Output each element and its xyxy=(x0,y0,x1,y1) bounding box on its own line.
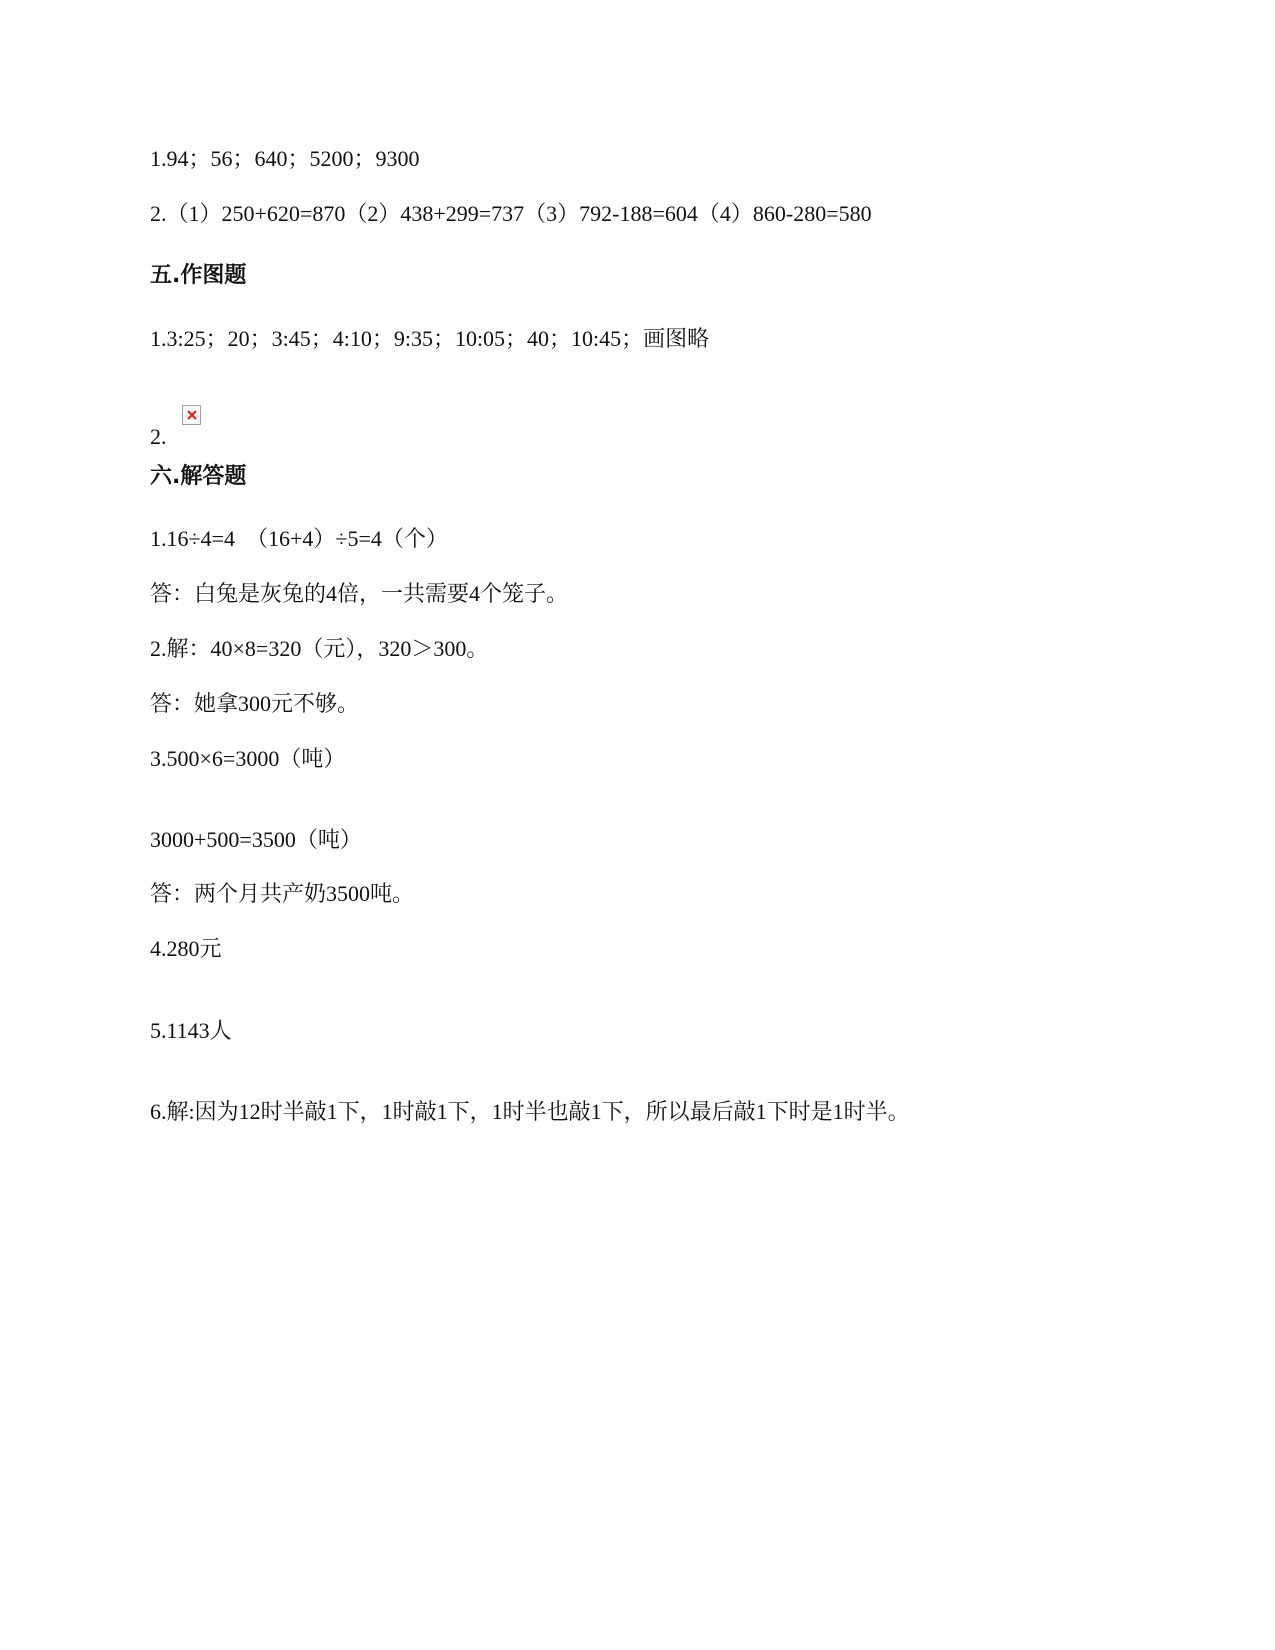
answer-line-6-6: 3000+500=3500（吨） xyxy=(150,827,362,852)
answer-line-6-7: 答：两个月共产奶3500吨。 xyxy=(150,881,415,906)
answer-line-6-3: 2.解：40×8=320（元），320＞300。 xyxy=(150,636,489,661)
section-heading-solutions: 六.解答题 xyxy=(150,464,247,489)
answer-line-6-9: 5.1143人 xyxy=(150,1018,232,1043)
item-number: 2. xyxy=(150,424,167,449)
answer-line-5-1: 1.3:25；20；3:45；4:10；9:35；10:05；40；10:45；画图略 xyxy=(150,326,710,351)
answer-line-6-5: 3.500×6=3000（吨） xyxy=(150,746,346,771)
broken-image-icon xyxy=(182,405,201,425)
answer-line-6-8: 4.280元 xyxy=(150,936,222,961)
answer-line-4-1: 1.94；56；640；5200；9300 xyxy=(150,146,420,171)
section-heading-drawing: 五.作图题 xyxy=(150,263,247,288)
answer-line-4-2: 2.（1）250+620=870（2）438+299=737（3）792-188=604（4）860-280=580 xyxy=(150,201,872,226)
answer-line-6-2: 答：白兔是灰兔的4倍，一共需要4个笼子。 xyxy=(150,581,569,606)
answer-line-6-1: 1.16÷4=4 （16+4）÷5=4（个） xyxy=(150,526,448,551)
answer-line-6-4: 答：她拿300元不够。 xyxy=(150,691,360,716)
answer-line-6-10: 6.解:因为12时半敲1下，1时敲1下，1时半也敲1下，所以最后敲1下时是1时半。 xyxy=(150,1099,910,1124)
